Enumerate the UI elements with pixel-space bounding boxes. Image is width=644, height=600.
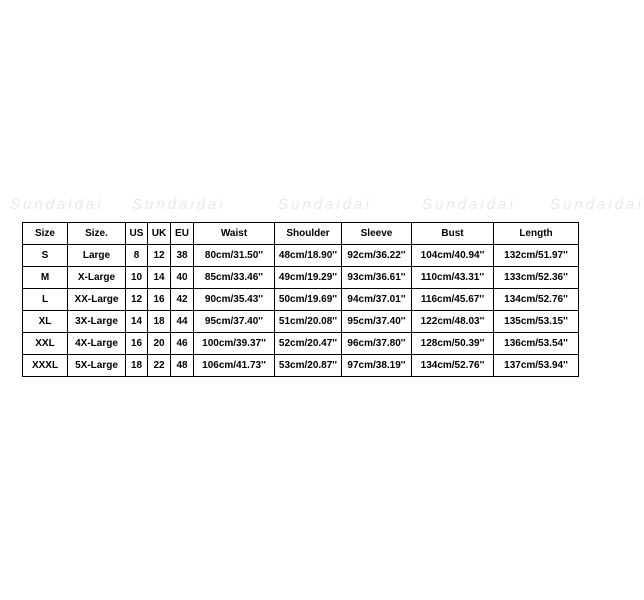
table-row — [23, 245, 579, 267]
cell-us: 14 — [126, 311, 148, 333]
cell-uk: 16 — [148, 289, 171, 311]
header-us: US — [126, 223, 148, 245]
cell-size: S — [23, 245, 68, 267]
cell-sleeve: 96cm/37.80'' — [342, 333, 412, 355]
table-header-row — [23, 223, 579, 245]
cell-size: L — [23, 289, 68, 311]
table-row — [23, 311, 579, 333]
cell-size-label: XX-Large — [68, 289, 126, 311]
header-size: Size — [23, 223, 68, 245]
cell-size-label: 5X-Large — [68, 355, 126, 377]
header-waist: Waist — [194, 223, 275, 245]
watermark-text: Sundaidai — [278, 196, 372, 213]
header-uk: UK — [148, 223, 171, 245]
cell-bust: 128cm/50.39'' — [412, 333, 494, 355]
cell-bust: 134cm/52.76'' — [412, 355, 494, 377]
cell-eu: 38 — [171, 245, 194, 267]
cell-uk: 18 — [148, 311, 171, 333]
cell-eu: 48 — [171, 355, 194, 377]
cell-uk: 20 — [148, 333, 171, 355]
cell-eu: 40 — [171, 267, 194, 289]
header-shoulder: Shoulder — [275, 223, 342, 245]
watermark-text: Sundaidai — [422, 196, 516, 213]
cell-waist: 80cm/31.50'' — [194, 245, 275, 267]
table-row — [23, 333, 579, 355]
cell-waist: 100cm/39.37'' — [194, 333, 275, 355]
cell-size-label: X-Large — [68, 267, 126, 289]
cell-waist: 95cm/37.40'' — [194, 311, 275, 333]
watermark-text: Sundaidai — [132, 196, 226, 213]
cell-bust: 122cm/48.03'' — [412, 311, 494, 333]
watermark-text: Sundaidai — [10, 196, 104, 213]
cell-uk: 12 — [148, 245, 171, 267]
cell-us: 8 — [126, 245, 148, 267]
cell-bust: 104cm/40.94'' — [412, 245, 494, 267]
cell-size: XXXL — [23, 355, 68, 377]
cell-shoulder: 52cm/20.47'' — [275, 333, 342, 355]
cell-eu: 46 — [171, 333, 194, 355]
cell-size: XL — [23, 311, 68, 333]
header-length: Length — [494, 223, 579, 245]
table-row — [23, 267, 579, 289]
cell-uk: 14 — [148, 267, 171, 289]
cell-waist: 106cm/41.73'' — [194, 355, 275, 377]
watermark-text: Sundaidai — [550, 196, 644, 213]
cell-sleeve: 95cm/37.40'' — [342, 311, 412, 333]
cell-size-label: 4X-Large — [68, 333, 126, 355]
cell-sleeve: 93cm/36.61'' — [342, 267, 412, 289]
cell-sleeve: 94cm/37.01'' — [342, 289, 412, 311]
cell-shoulder: 48cm/18.90'' — [275, 245, 342, 267]
header-bust: Bust — [412, 223, 494, 245]
table-row — [23, 289, 579, 311]
cell-length: 134cm/52.76'' — [494, 289, 579, 311]
cell-eu: 42 — [171, 289, 194, 311]
cell-sleeve: 97cm/38.19'' — [342, 355, 412, 377]
cell-length: 133cm/52.36'' — [494, 267, 579, 289]
cell-size-label: Large — [68, 245, 126, 267]
header-size-label: Size. — [68, 223, 126, 245]
cell-length: 137cm/53.94'' — [494, 355, 579, 377]
size-chart-table — [22, 222, 579, 377]
cell-bust: 116cm/45.67'' — [412, 289, 494, 311]
cell-shoulder: 53cm/20.87'' — [275, 355, 342, 377]
cell-bust: 110cm/43.31'' — [412, 267, 494, 289]
cell-us: 12 — [126, 289, 148, 311]
cell-waist: 85cm/33.46'' — [194, 267, 275, 289]
cell-shoulder: 49cm/19.29'' — [275, 267, 342, 289]
cell-uk: 22 — [148, 355, 171, 377]
cell-us: 18 — [126, 355, 148, 377]
cell-us: 16 — [126, 333, 148, 355]
cell-waist: 90cm/35.43'' — [194, 289, 275, 311]
cell-length: 136cm/53.54'' — [494, 333, 579, 355]
cell-size: M — [23, 267, 68, 289]
cell-shoulder: 51cm/20.08'' — [275, 311, 342, 333]
cell-sleeve: 92cm/36.22'' — [342, 245, 412, 267]
cell-eu: 44 — [171, 311, 194, 333]
cell-length: 132cm/51.97'' — [494, 245, 579, 267]
cell-size: XXL — [23, 333, 68, 355]
header-sleeve: Sleeve — [342, 223, 412, 245]
header-eu: EU — [171, 223, 194, 245]
table-row — [23, 355, 579, 377]
cell-shoulder: 50cm/19.69'' — [275, 289, 342, 311]
cell-us: 10 — [126, 267, 148, 289]
cell-size-label: 3X-Large — [68, 311, 126, 333]
cell-length: 135cm/53.15'' — [494, 311, 579, 333]
